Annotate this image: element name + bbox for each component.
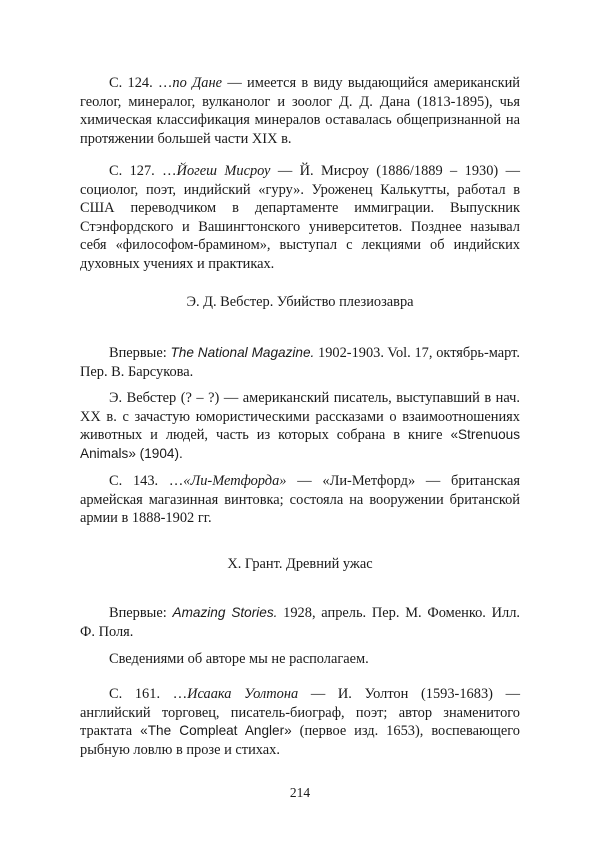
first-pub-lead: Впервые: <box>109 345 171 361</box>
note-quote: по Дане <box>172 75 222 91</box>
note-book: «The Compleat Angler» <box>140 723 292 738</box>
first-pub-source: Amazing Stories. <box>172 605 278 620</box>
first-pub-source: The National Magazine. <box>170 345 315 360</box>
note-quote: Йогеш Мисроу <box>176 163 271 179</box>
note-text: (первое изд. 1653), воспевающего рыбную ловлю в прозе и стихах. <box>80 723 520 758</box>
author-note-grant <box>80 650 520 669</box>
first-pub-lead: Впервые: <box>109 605 173 621</box>
author-note-text: Сведениями об авторе мы не располагаем. <box>109 651 369 667</box>
first-pub-rest: 1902-1903. Vol. 17, октябрь-март. Пер. В. Барсукова. <box>80 345 520 380</box>
note-p161 <box>80 685 520 759</box>
note-p143 <box>80 472 520 528</box>
note-quote: Исаака Уолтона <box>187 686 299 702</box>
first-publication-grant <box>80 604 520 641</box>
note-ref: С. 161. … <box>109 686 188 702</box>
first-publication-webster <box>80 344 520 381</box>
page-number: 214 <box>289 785 311 800</box>
note-quote: «Ли-Метфорда» <box>183 473 287 489</box>
note-text: — И. Уолтон (1593-1683) — английский торговец, писатель-биограф, поэт; автор знаменитого трактата <box>80 686 520 739</box>
author-note-text: Э. Вебстер (? – ?) — американский писатель, выступавший в нач. XX в. с зачастую юмористическими рассказами о взаимоотношениях животных и людей, часть из которых собрана в книге <box>80 390 520 443</box>
note-text: — «Ли-Метфорд» — британская армейская магазинная винтовка; состояла на вооружении британской армии в 1888-1902 гг. <box>80 473 520 526</box>
note-ref: С. 124. … <box>109 75 173 91</box>
note-text: — Й. Мисроу (1886/1889 – 1930) — социолог, поэт, индийский «гуру». Уроженец Калькутты, работал в США переводчиком в департаменте иммиграции. Выпускник Стэнфордского и Вашингтонского университетов. Позднее называл себя «философом-брамином», выступал с лекциями об индийских духовных учениях и практиках. <box>80 163 520 272</box>
author-note-book: «Strenuous Animals» (1904). <box>80 427 520 461</box>
note-ref: С. 127. … <box>109 163 177 179</box>
author-note-webster <box>80 389 520 463</box>
note-p124 <box>80 74 520 148</box>
note-p127 <box>80 162 520 273</box>
section-title-grant: Х. Грант. Древний ужас <box>227 556 373 572</box>
note-ref: С. 143. … <box>109 473 184 489</box>
note-text: — имеется в виду выдающийся американский геолог, минералог, вулканолог и зоолог Д. Д. Дана (1813-1895), чья химическая классификация минералов оставалась общепризнанной на протяжении большей части XIX в. <box>80 75 520 147</box>
first-pub-rest: 1928, апрель. Пер. М. Фоменко. Илл. Ф. Поля. <box>80 605 520 640</box>
section-title-webster: Э. Д. Вебстер. Убийство плезиозавра <box>186 294 414 310</box>
